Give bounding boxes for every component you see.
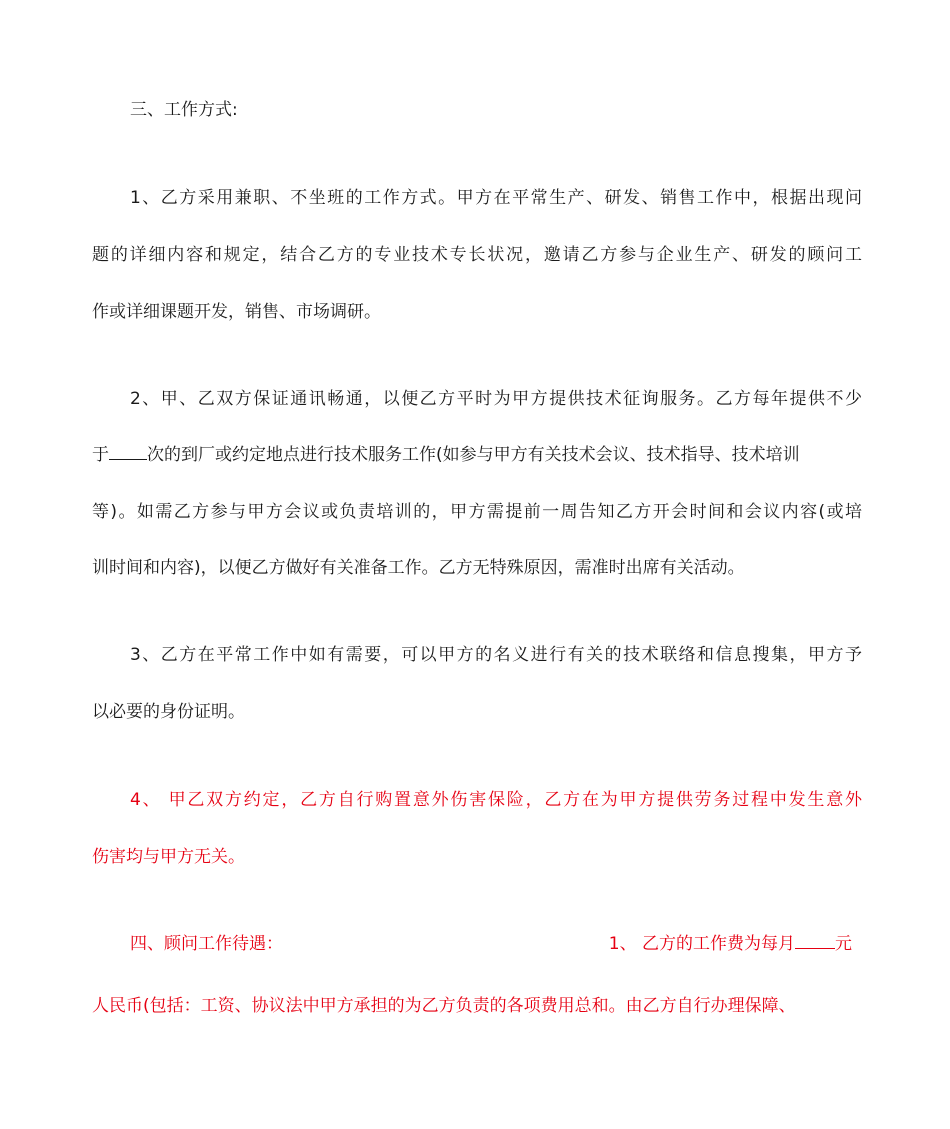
para2-line1: 2、甲、乙双方保证通讯畅通，以便乙方平时为甲方提供技术征询服务。乙方每年提供不少 bbox=[130, 389, 862, 409]
para2-line4: 训时间和内容)，以便乙方做好有关准备工作。乙方无特殊原因，需准时出席有关活动。 bbox=[92, 558, 745, 578]
item1-prefix: 1、 乙方的工作费为每月 bbox=[608, 934, 795, 954]
item1-suffix: 元 bbox=[835, 934, 852, 954]
fee-blank bbox=[795, 932, 835, 949]
para2-line2-prefix: 于 bbox=[92, 445, 109, 465]
para3-line1: 3、乙方在平常工作中如有需要，可以甲方的名义进行有关的技术联络和信息搜集，甲方予 bbox=[130, 645, 862, 665]
para2-line3: 等)。如需乙方参与甲方会议或负责培训的，甲方需提前一周告知乙方开会时间和会议内容(或培 bbox=[92, 502, 862, 522]
para2-line2 bbox=[92, 443, 862, 467]
para3-line2: 以必要的身份证明。 bbox=[92, 702, 245, 722]
section-four-heading: 四、顾问工作待遇： bbox=[130, 934, 283, 954]
section-four-item1-line2: 人民币(包括：工资、协议法中甲方承担的为乙方负责的各项费用总和。由乙方自行办理保障、 bbox=[92, 996, 796, 1016]
para1-line2: 题的详细内容和规定，结合乙方的专业技术专长状况，邀请乙方参与企业生产、研发的顾问工 bbox=[92, 245, 862, 265]
section-three-heading: 三、工作方式: bbox=[130, 100, 238, 120]
para4-line1: 4、 甲乙双方约定，乙方自行购置意外伤害保险，乙方在为甲方提供劳务过程中发生意外 bbox=[130, 790, 862, 810]
para2-line2-suffix: 次的到厂或约定地点进行技术服务工作(如参与甲方有关技术会议、技术指导、技术培训 bbox=[147, 445, 800, 465]
times-blank bbox=[109, 443, 147, 460]
para1-line1: 1、乙方采用兼职、不坐班的工作方式。甲方在平常生产、研发、销售工作中，根据出现问 bbox=[130, 188, 862, 208]
para4-line2: 伤害均与甲方无关。 bbox=[92, 847, 245, 867]
section-four-item1 bbox=[609, 932, 852, 956]
para1-line3: 作或详细课题开发，销售、市场调研。 bbox=[92, 302, 381, 322]
